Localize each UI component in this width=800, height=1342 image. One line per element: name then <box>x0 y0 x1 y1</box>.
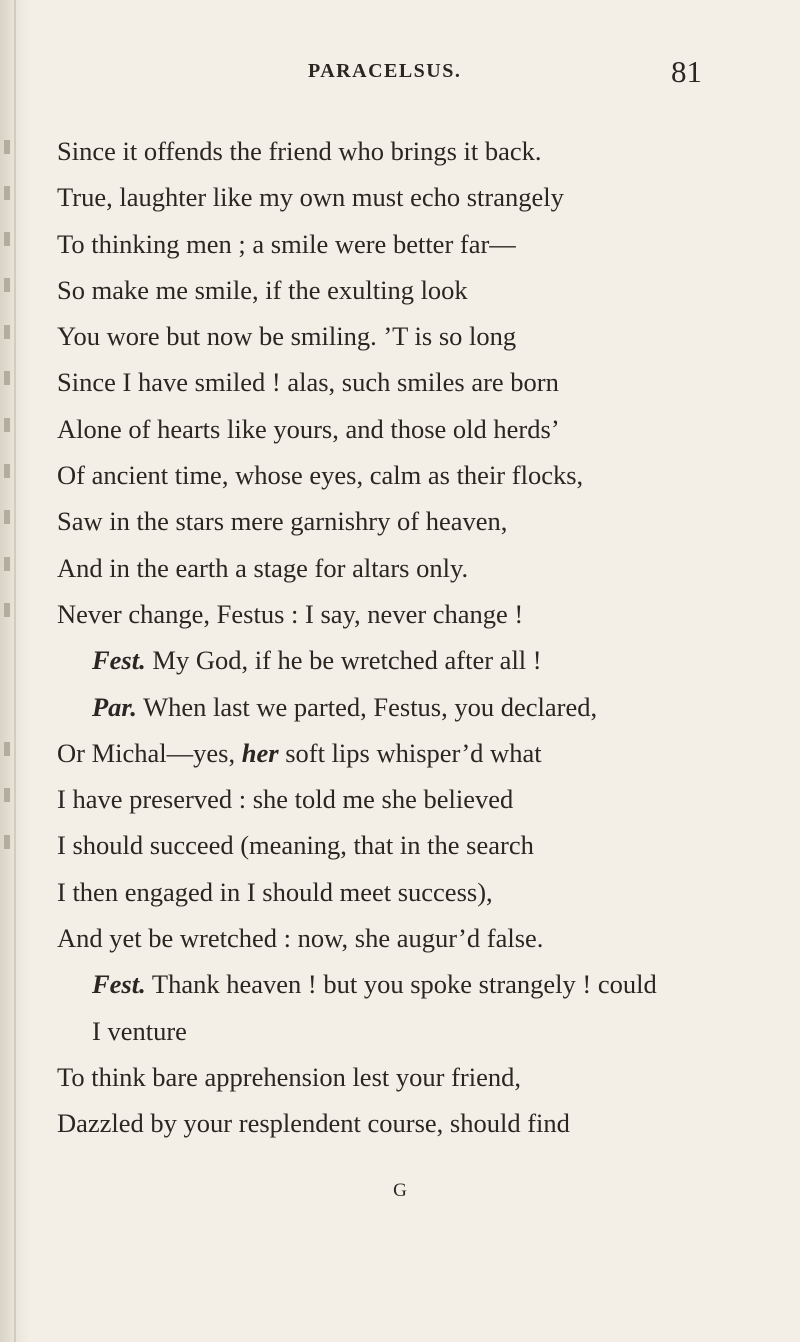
page-header <box>0 54 800 94</box>
verse-line: So make me smile, if the exulting look <box>57 274 468 305</box>
verse-line: Since it offends the friend who brings it back. <box>57 136 542 166</box>
verse-line: Since I have smiled ! alas, such smiles are born <box>57 367 559 398</box>
edge-mark <box>4 325 10 339</box>
speaker-label: Par. <box>92 691 137 722</box>
verse-line: I venture <box>92 1015 187 1046</box>
edge-mark <box>4 603 10 617</box>
verse-line: Saw in the stars mere garnishry of heaven, <box>57 506 508 537</box>
verse-line: I have preserved : she told me she believed <box>57 784 514 815</box>
speaker-label: Fest. <box>92 969 146 1000</box>
edge-mark <box>4 835 10 849</box>
signature-mark: G <box>393 1180 407 1201</box>
verse-line: Never change, Festus : I say, never change ! <box>57 598 524 629</box>
edge-mark <box>4 232 10 246</box>
verse-line: I should succeed (meaning, that in the search <box>57 830 534 861</box>
emphasis: her <box>241 737 279 768</box>
edge-mark <box>4 464 10 478</box>
edge-mark <box>4 557 10 571</box>
verse-line: True, laughter like my own must echo strangely <box>57 182 564 213</box>
verse-line: Dazzled by your resplendent course, should find <box>57 1108 570 1139</box>
verse-line: And yet be wretched : now, she augur’d false. <box>57 923 544 954</box>
speaker-label: Fest. <box>92 645 146 676</box>
verse-line: And in the earth a stage for altars only. <box>57 552 469 583</box>
edge-mark <box>4 788 10 802</box>
verse-line: I then engaged in I should meet success), <box>57 876 493 907</box>
verse-line: Fest. My God, if he be wretched after all ! <box>92 645 542 676</box>
edge-mark <box>4 418 10 432</box>
running-title: PARACELSUS. <box>308 60 462 82</box>
edge-mark <box>4 742 10 756</box>
edge-mark <box>4 278 10 292</box>
verse-line: Of ancient time, whose eyes, calm as their flocks, <box>57 460 584 491</box>
edge-mark <box>4 140 10 154</box>
verse-line: Or Michal—yes, her soft lips whisper’d what <box>57 737 542 768</box>
verse-line: Par. When last we parted, Festus, you declared, <box>92 691 598 722</box>
edge-mark <box>4 186 10 200</box>
page-number: 81 <box>671 54 702 89</box>
verse-line: You wore but now be smiling. ’T is so long <box>57 321 517 352</box>
verse-line: Fest. Thank heaven ! but you spoke strangely ! could <box>92 969 657 1000</box>
verse-line: To thinking men ; a smile were better far— <box>57 228 516 259</box>
binding-line <box>14 0 16 1342</box>
edge-mark <box>4 510 10 524</box>
verse-line: To think bare apprehension lest your friend, <box>57 1061 521 1092</box>
verse-line: Alone of hearts like yours, and those old herds’ <box>57 413 560 444</box>
poem-text <box>57 128 777 1147</box>
edge-mark <box>4 371 10 385</box>
